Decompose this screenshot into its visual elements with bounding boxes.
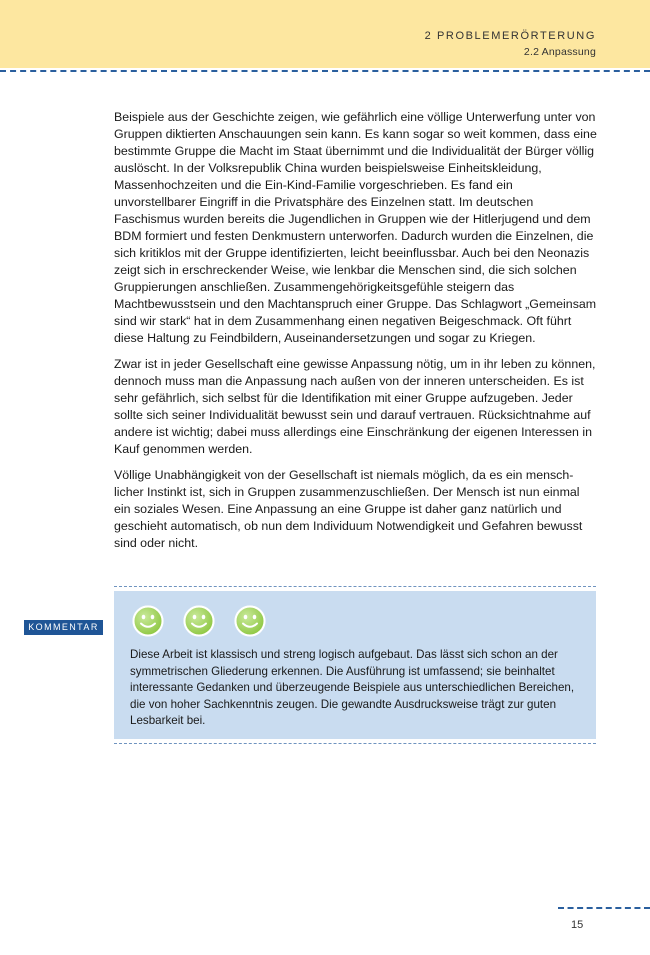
paragraph-1: Beispiele aus der Geschichte zeigen, wie gefährlich eine völlige Unterwerfung unter von Gruppen diktierten Anschauungen sein kann. Es kann sogar so weit kommen, dass eine bestimmte Gruppe die Macht im Staat übernimmt und die Individualität der Bürger völlig auslöscht. In der Volksrepublik China wurden beispielsweise Einheitskleidung, Massenhochzeiten und die Ein-Kind-Familie vorgeschrieben. Es fand ein unvorstellbarer Eingriff in die Privatsphäre des Einzelnen statt. Im deutschen Faschismus wurden bereits die Jugendlichen in Gruppen wie der Hitlerjugend und dem BDM formiert und festen Denkmustern unterworfen. Dadurch wurden die Einzelnen, die sich kritiklos mit der Gruppe identifizierten, leicht beeinflussbar. Auch bei den Neonazis zeigt sich in erschreckender Weise, wie lenkbar die Menschen sind, die sich solchen Gruppierungen anschließen. Zusammengehörigkeitsgefühle steigern das Machtbewusstsein und den Machtanspruch einer Gruppe. Das Schlagwort „Gemeinsam sind wir stark“ hat in dem Zusammenhang einen negativen Beigeschmack. Oft führt diese Haltung zu Feindbildern, Auseinandersetzungen und sogar zu Kriegen. <box>114 110 597 345</box>
header-divider <box>0 70 650 72</box>
article-body <box>114 109 598 561</box>
paragraph-3: Völlige Unabhängigkeit von der Gesellschaft ist niemals möglich, da es ein menschlicher Instinkt ist, sich in Gruppen zusammenzuschließen. Der Mensch ist nun einmal ein soziales Wesen. Eine Anpassung an eine Gruppe ist daher ganz natürlich und geschieht automatisch, ob nun dem Individuum Notwendigkeit und Gefahren bewusst sind oder nicht. <box>114 468 583 550</box>
paragraph-2: Zwar ist in jeder Gesellschaft eine gewisse Anpassung nötig, um in ihr leben zu können, dennoch muss man die Anpassung nach außen von der inneren unterscheiden. Es ist sehr gefährlich, sich selbst für die Identifikation mit einer Gruppe aufzugeben. Jeder sollte sich seiner Individualität bewusst sein und darauf vertrauen. Rücksichtnahme auf andere ist wichtig; dabei muss allerdings eine Einschränkung der eigenen Interessen in Kauf genommen werden. <box>114 357 596 456</box>
comment-label: KOMMENTAR <box>24 620 103 635</box>
comment-text: Diese Arbeit ist klassisch und streng logisch aufgebaut. Das lässt sich schon an der symmetrischen Gliederung erkennen. Die Ausführung ist umfassend; sie beinhaltet interessante Gedanken und überzeugende Beispiele aus unterschiedlichen Bereichen, die von hoher Sachkenntnis zeugen. Die gewandte Ausdrucksweise trägt zur guten Lesbarkeit bei. <box>130 648 575 727</box>
section-title: 2.2 Anpassung <box>523 46 596 58</box>
page-header <box>0 0 650 68</box>
page-number: 15 <box>571 919 584 931</box>
comment-bottom-divider <box>114 743 596 744</box>
footer-divider <box>558 907 650 909</box>
chapter-title: 2 PROBLEMERÖRTERUNG <box>424 30 596 42</box>
comment-top-divider <box>114 586 596 587</box>
smiley-icon <box>182 604 216 638</box>
smiley-icon <box>233 604 267 638</box>
smiley-icon <box>131 604 165 638</box>
